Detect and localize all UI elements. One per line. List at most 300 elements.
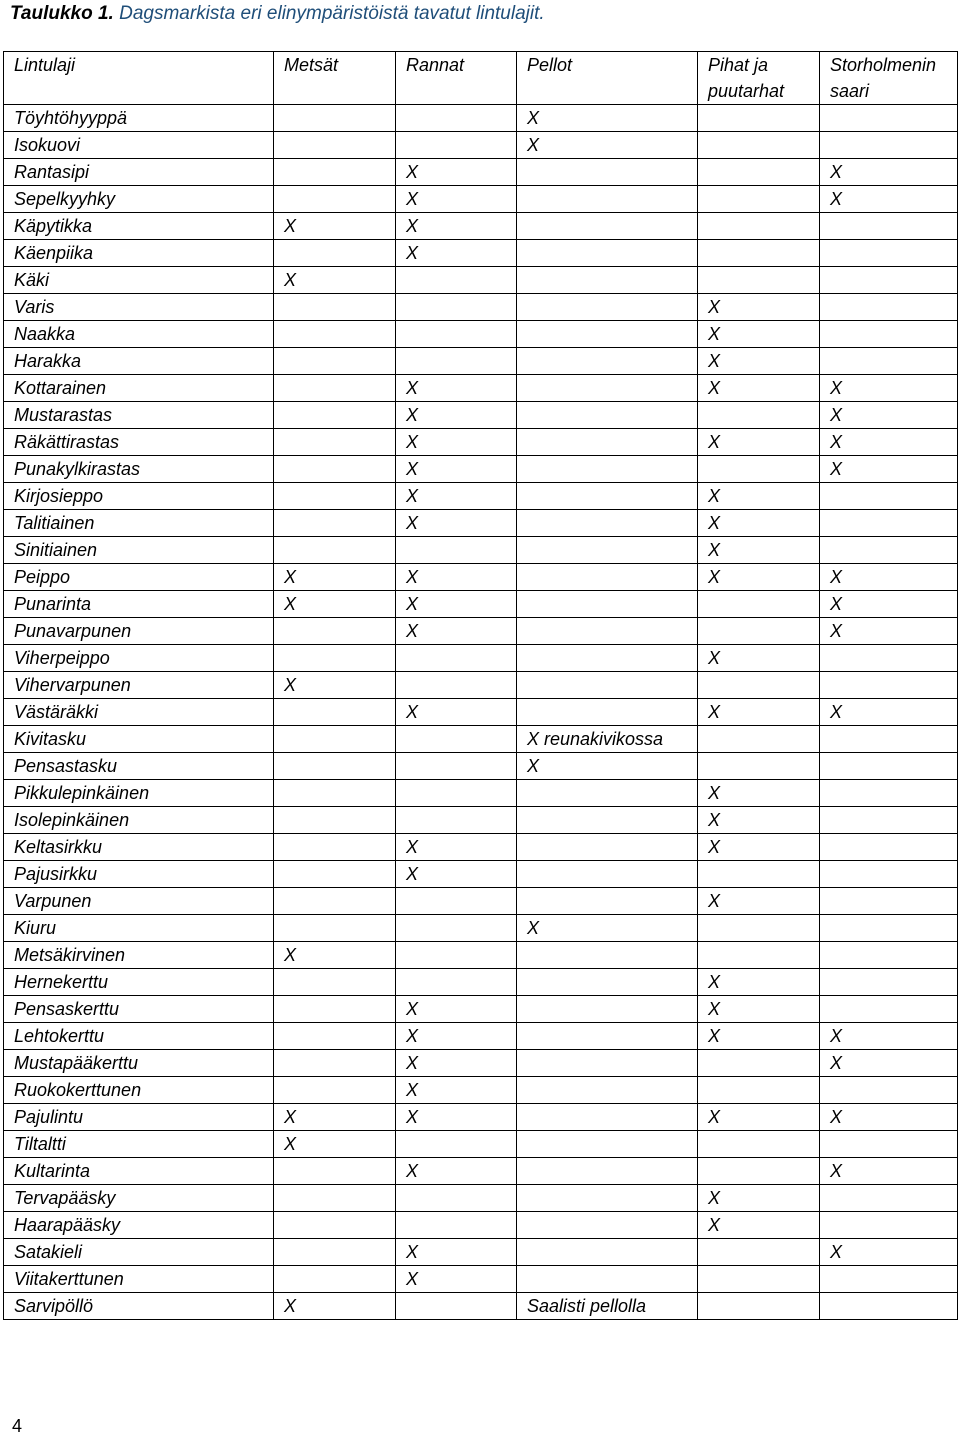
species-name-cell: Punakylkirastas: [4, 456, 274, 483]
species-name-cell: Peippo: [4, 564, 274, 591]
habitat-cell: [274, 186, 396, 213]
habitat-cell: X: [698, 375, 820, 402]
species-name-cell: Mustapääkerttu: [4, 1050, 274, 1077]
table-row: [4, 375, 958, 402]
habitat-cell: [396, 105, 517, 132]
species-name-cell: Punarinta: [4, 591, 274, 618]
habitat-cell: [274, 348, 396, 375]
habitat-cell: X: [396, 1104, 517, 1131]
habitat-cell: X: [698, 1185, 820, 1212]
habitat-cell: X: [517, 105, 698, 132]
habitat-cell: [698, 267, 820, 294]
species-name-cell: Kivitasku: [4, 726, 274, 753]
habitat-cell: [517, 213, 698, 240]
habitat-cell: X: [396, 483, 517, 510]
habitat-cell: [274, 456, 396, 483]
habitat-cell: [517, 1239, 698, 1266]
habitat-cell: X: [820, 1023, 958, 1050]
habitat-cell: [517, 186, 698, 213]
habitat-cell: [820, 1185, 958, 1212]
habitat-cell: [396, 807, 517, 834]
habitat-cell: [274, 321, 396, 348]
table-row: [4, 861, 958, 888]
species-name-cell: Isolepinkäinen: [4, 807, 274, 834]
habitat-cell: [274, 969, 396, 996]
habitat-cell: X: [698, 321, 820, 348]
table-row: [4, 1158, 958, 1185]
species-name-cell: Sepelkyyhky: [4, 186, 274, 213]
habitat-cell: [274, 1212, 396, 1239]
habitat-cell: [274, 1239, 396, 1266]
habitat-cell: X: [396, 240, 517, 267]
habitat-cell: [698, 1077, 820, 1104]
habitat-cell: [517, 483, 698, 510]
column-header: Rannat: [396, 52, 517, 105]
habitat-cell: [517, 861, 698, 888]
species-name-cell: Viitakerttunen: [4, 1266, 274, 1293]
table-row: [4, 969, 958, 996]
table-row: [4, 294, 958, 321]
habitat-cell: [820, 834, 958, 861]
table-row: [4, 1185, 958, 1212]
habitat-cell: [820, 753, 958, 780]
habitat-cell: X: [698, 564, 820, 591]
habitat-cell: [274, 915, 396, 942]
habitat-cell: X: [396, 564, 517, 591]
habitat-cell: [274, 726, 396, 753]
habitat-cell: X: [274, 591, 396, 618]
habitat-cell: [698, 1050, 820, 1077]
table-row: [4, 1131, 958, 1158]
habitat-cell: X: [396, 213, 517, 240]
habitat-cell: X: [820, 429, 958, 456]
habitat-cell: [517, 240, 698, 267]
table-row: [4, 132, 958, 159]
table-row: [4, 483, 958, 510]
table-row: [4, 1293, 958, 1320]
habitat-cell: X: [698, 510, 820, 537]
species-name-cell: Kottarainen: [4, 375, 274, 402]
habitat-cell: X: [396, 186, 517, 213]
habitat-cell: X: [396, 861, 517, 888]
habitat-cell: [274, 1050, 396, 1077]
table-row: [4, 1077, 958, 1104]
habitat-cell: [274, 537, 396, 564]
habitat-cell: [517, 1158, 698, 1185]
bird-species-table: [3, 51, 958, 1320]
species-name-cell: Hernekerttu: [4, 969, 274, 996]
habitat-cell: [517, 429, 698, 456]
habitat-cell: [274, 159, 396, 186]
habitat-cell: X: [396, 402, 517, 429]
table-row: [4, 402, 958, 429]
habitat-cell: [820, 105, 958, 132]
habitat-cell: [820, 780, 958, 807]
habitat-cell: X: [396, 159, 517, 186]
habitat-cell: [517, 321, 698, 348]
species-name-cell: Käki: [4, 267, 274, 294]
habitat-cell: X: [820, 591, 958, 618]
table-row: [4, 1212, 958, 1239]
habitat-cell: [698, 105, 820, 132]
habitat-cell: [517, 618, 698, 645]
species-name-cell: Lehtokerttu: [4, 1023, 274, 1050]
table-row: [4, 429, 958, 456]
species-name-cell: Varpunen: [4, 888, 274, 915]
habitat-cell: [698, 753, 820, 780]
species-name-cell: Pensaskerttu: [4, 996, 274, 1023]
habitat-cell: [820, 537, 958, 564]
habitat-cell: [517, 402, 698, 429]
habitat-cell: [820, 1077, 958, 1104]
habitat-cell: [517, 942, 698, 969]
table-row: [4, 1239, 958, 1266]
species-name-cell: Kiuru: [4, 915, 274, 942]
species-name-cell: Varis: [4, 294, 274, 321]
habitat-cell: X: [698, 1212, 820, 1239]
species-name-cell: Mustarastas: [4, 402, 274, 429]
habitat-cell: [517, 375, 698, 402]
table-row: [4, 726, 958, 753]
species-name-cell: Harakka: [4, 348, 274, 375]
habitat-cell: [698, 1239, 820, 1266]
habitat-cell: [274, 996, 396, 1023]
table-row: [4, 159, 958, 186]
habitat-cell: X: [396, 375, 517, 402]
habitat-cell: X: [698, 888, 820, 915]
habitat-cell: [396, 294, 517, 321]
habitat-cell: [698, 1131, 820, 1158]
species-name-cell: Haarapääsky: [4, 1212, 274, 1239]
table-row: [4, 1050, 958, 1077]
habitat-cell: [698, 942, 820, 969]
species-name-cell: Tiltaltti: [4, 1131, 274, 1158]
habitat-cell: [820, 348, 958, 375]
habitat-cell: [820, 996, 958, 1023]
habitat-cell: [274, 510, 396, 537]
habitat-cell: X: [698, 807, 820, 834]
habitat-cell: X: [820, 159, 958, 186]
habitat-cell: [396, 915, 517, 942]
habitat-cell: X: [820, 1050, 958, 1077]
species-name-cell: Talitiainen: [4, 510, 274, 537]
habitat-cell: [517, 591, 698, 618]
species-name-cell: Käenpiika: [4, 240, 274, 267]
table-row: [4, 105, 958, 132]
habitat-cell: [698, 1293, 820, 1320]
habitat-cell: [517, 1212, 698, 1239]
habitat-cell: [396, 753, 517, 780]
habitat-cell: [517, 645, 698, 672]
habitat-cell: X: [820, 402, 958, 429]
table-row: [4, 186, 958, 213]
habitat-cell: [698, 1158, 820, 1185]
table-row: [4, 348, 958, 375]
habitat-cell: X: [396, 1239, 517, 1266]
species-name-cell: Käpytikka: [4, 213, 274, 240]
habitat-cell: [820, 1266, 958, 1293]
column-header: Pihat ja puutarhat: [698, 52, 820, 105]
table-row: [4, 753, 958, 780]
habitat-cell: [274, 834, 396, 861]
species-name-cell: Keltasirkku: [4, 834, 274, 861]
habitat-cell: [517, 888, 698, 915]
habitat-cell: [698, 159, 820, 186]
habitat-cell: [698, 240, 820, 267]
habitat-cell: [698, 132, 820, 159]
table-row: [4, 591, 958, 618]
habitat-cell: [517, 780, 698, 807]
habitat-cell: X: [396, 1266, 517, 1293]
habitat-cell: [517, 969, 698, 996]
table-row: [4, 672, 958, 699]
table-row: [4, 942, 958, 969]
table-row: [4, 510, 958, 537]
habitat-cell: X: [698, 348, 820, 375]
habitat-cell: [396, 1212, 517, 1239]
habitat-cell: [396, 672, 517, 699]
habitat-cell: [396, 267, 517, 294]
habitat-cell: [396, 888, 517, 915]
habitat-cell: X: [820, 699, 958, 726]
habitat-cell: [698, 591, 820, 618]
habitat-cell: X: [698, 645, 820, 672]
habitat-cell: [698, 456, 820, 483]
habitat-cell: [517, 159, 698, 186]
species-name-cell: Isokuovi: [4, 132, 274, 159]
habitat-cell: [517, 996, 698, 1023]
habitat-cell: X: [517, 132, 698, 159]
habitat-cell: [820, 1212, 958, 1239]
page-number: 4: [12, 1416, 23, 1436]
habitat-cell: [820, 132, 958, 159]
species-name-cell: Punavarpunen: [4, 618, 274, 645]
table-row: [4, 834, 958, 861]
table-row: [4, 213, 958, 240]
table-row: [4, 267, 958, 294]
habitat-cell: [396, 969, 517, 996]
habitat-cell: X: [396, 591, 517, 618]
habitat-cell: [396, 348, 517, 375]
habitat-cell: [820, 1293, 958, 1320]
habitat-cell: [820, 240, 958, 267]
habitat-cell: [396, 726, 517, 753]
habitat-cell: [396, 1131, 517, 1158]
habitat-cell: [820, 1131, 958, 1158]
habitat-cell: [274, 807, 396, 834]
habitat-cell: X: [698, 294, 820, 321]
table-row: [4, 915, 958, 942]
habitat-cell: [698, 672, 820, 699]
habitat-cell: [274, 240, 396, 267]
habitat-cell: [820, 294, 958, 321]
species-name-cell: Kirjosieppo: [4, 483, 274, 510]
habitat-cell: [274, 429, 396, 456]
habitat-cell: X: [396, 1158, 517, 1185]
habitat-cell: X: [396, 1050, 517, 1077]
habitat-cell: [698, 186, 820, 213]
habitat-cell: [274, 618, 396, 645]
habitat-cell: X: [820, 1158, 958, 1185]
habitat-cell: [517, 510, 698, 537]
habitat-cell: [396, 942, 517, 969]
habitat-cell: X: [396, 618, 517, 645]
habitat-cell: X: [517, 915, 698, 942]
habitat-cell: X: [820, 456, 958, 483]
species-name-cell: Pikkulepinkäinen: [4, 780, 274, 807]
habitat-cell: [396, 780, 517, 807]
habitat-cell: [274, 132, 396, 159]
habitat-cell: X: [396, 834, 517, 861]
species-name-cell: Pajulintu: [4, 1104, 274, 1131]
habitat-cell: X: [698, 699, 820, 726]
column-header: Lintulaji: [4, 52, 274, 105]
species-name-cell: Pajusirkku: [4, 861, 274, 888]
table-row: [4, 780, 958, 807]
habitat-cell: [517, 267, 698, 294]
habitat-cell: X: [396, 510, 517, 537]
habitat-cell: Saalisti pellolla: [517, 1293, 698, 1320]
habitat-cell: [274, 1185, 396, 1212]
table-row: [4, 240, 958, 267]
habitat-cell: X: [820, 1104, 958, 1131]
habitat-cell: X reunakivikossa: [517, 726, 698, 753]
habitat-cell: [396, 1293, 517, 1320]
habitat-cell: [274, 105, 396, 132]
habitat-cell: [698, 1266, 820, 1293]
habitat-cell: [274, 375, 396, 402]
table-row: [4, 456, 958, 483]
habitat-cell: [698, 213, 820, 240]
habitat-cell: [517, 1266, 698, 1293]
habitat-cell: [517, 834, 698, 861]
habitat-cell: X: [274, 267, 396, 294]
habitat-cell: [698, 861, 820, 888]
habitat-cell: X: [698, 780, 820, 807]
habitat-cell: [274, 780, 396, 807]
species-name-cell: Naakka: [4, 321, 274, 348]
habitat-cell: [517, 1077, 698, 1104]
table-row: [4, 1266, 958, 1293]
habitat-cell: X: [274, 942, 396, 969]
habitat-cell: X: [820, 1239, 958, 1266]
habitat-cell: [274, 402, 396, 429]
column-header: Pellot: [517, 52, 698, 105]
table-row: [4, 1104, 958, 1131]
habitat-cell: [820, 726, 958, 753]
table-row: [4, 321, 958, 348]
habitat-cell: [274, 1158, 396, 1185]
habitat-cell: [274, 753, 396, 780]
habitat-cell: X: [698, 429, 820, 456]
table-row: [4, 564, 958, 591]
habitat-cell: [820, 807, 958, 834]
habitat-cell: [517, 564, 698, 591]
habitat-cell: X: [274, 672, 396, 699]
table-caption: [10, 2, 545, 26]
species-name-cell: Tervapääsky: [4, 1185, 274, 1212]
habitat-cell: [820, 510, 958, 537]
habitat-cell: X: [698, 1023, 820, 1050]
habitat-cell: [517, 1023, 698, 1050]
habitat-cell: [698, 618, 820, 645]
habitat-cell: [274, 861, 396, 888]
habitat-cell: [820, 861, 958, 888]
column-header: Metsät: [274, 52, 396, 105]
habitat-cell: [517, 1104, 698, 1131]
table-row: [4, 807, 958, 834]
habitat-cell: X: [698, 1104, 820, 1131]
species-name-cell: Räkättirastas: [4, 429, 274, 456]
species-name-cell: Ruokokerttunen: [4, 1077, 274, 1104]
habitat-cell: [698, 402, 820, 429]
habitat-cell: [274, 888, 396, 915]
species-name-cell: Töyhtöhyyppä: [4, 105, 274, 132]
habitat-cell: [274, 1266, 396, 1293]
habitat-cell: [274, 294, 396, 321]
habitat-cell: X: [820, 186, 958, 213]
species-name-cell: Viherpeippo: [4, 645, 274, 672]
habitat-cell: [274, 645, 396, 672]
habitat-cell: [517, 348, 698, 375]
habitat-cell: [517, 672, 698, 699]
habitat-cell: X: [698, 834, 820, 861]
habitat-cell: X: [396, 456, 517, 483]
habitat-cell: [396, 132, 517, 159]
table-body: [4, 105, 958, 1320]
habitat-cell: [820, 915, 958, 942]
habitat-cell: [820, 969, 958, 996]
habitat-cell: X: [820, 375, 958, 402]
habitat-cell: X: [396, 1077, 517, 1104]
habitat-cell: [820, 267, 958, 294]
habitat-cell: [820, 888, 958, 915]
habitat-cell: [820, 942, 958, 969]
species-name-cell: Satakieli: [4, 1239, 274, 1266]
habitat-cell: X: [396, 996, 517, 1023]
habitat-cell: X: [274, 564, 396, 591]
habitat-cell: [517, 294, 698, 321]
habitat-cell: [517, 1185, 698, 1212]
habitat-cell: [517, 537, 698, 564]
habitat-cell: [517, 1050, 698, 1077]
habitat-cell: X: [274, 213, 396, 240]
habitat-cell: X: [820, 564, 958, 591]
habitat-cell: [820, 672, 958, 699]
habitat-cell: [274, 1077, 396, 1104]
habitat-cell: [698, 726, 820, 753]
table-row: [4, 537, 958, 564]
habitat-cell: X: [698, 996, 820, 1023]
table-row: [4, 618, 958, 645]
habitat-cell: [274, 483, 396, 510]
habitat-cell: X: [274, 1131, 396, 1158]
habitat-cell: X: [698, 483, 820, 510]
habitat-cell: [517, 1131, 698, 1158]
species-name-cell: Kultarinta: [4, 1158, 274, 1185]
habitat-cell: X: [274, 1293, 396, 1320]
table-row: [4, 996, 958, 1023]
habitat-cell: [820, 645, 958, 672]
habitat-cell: X: [396, 429, 517, 456]
habitat-cell: X: [396, 1023, 517, 1050]
caption-text: Dagsmarkista eri elinympäristöistä tavatut lintulajit.: [119, 3, 545, 24]
habitat-cell: [820, 213, 958, 240]
table-row: [4, 699, 958, 726]
habitat-cell: X: [698, 969, 820, 996]
species-name-cell: Rantasipi: [4, 159, 274, 186]
habitat-cell: [517, 456, 698, 483]
